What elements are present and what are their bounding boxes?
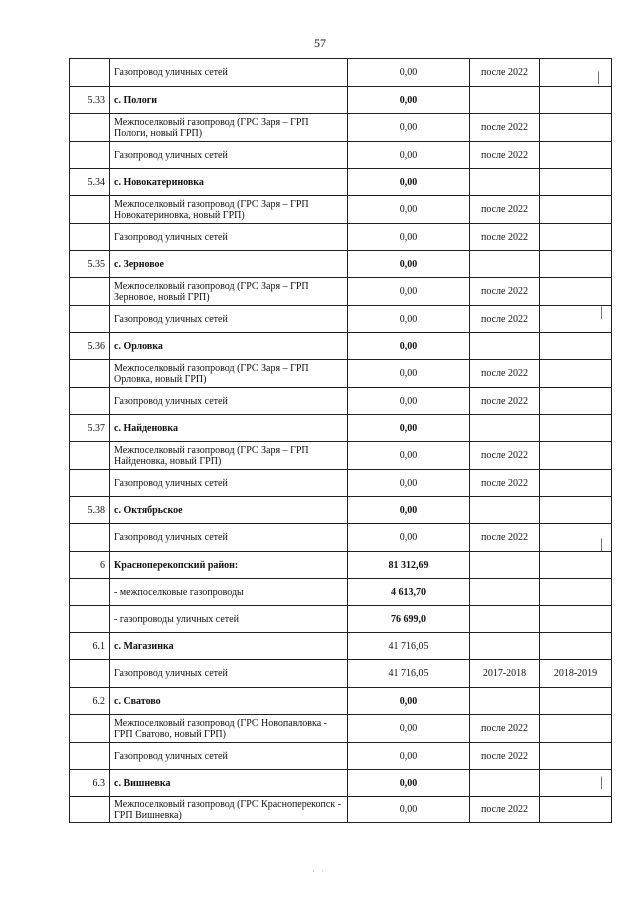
cost-cell: 0,00 <box>348 743 470 770</box>
start-date-cell <box>470 251 540 278</box>
row-number-cell <box>70 660 110 688</box>
table-row <box>70 360 612 388</box>
section-row <box>70 87 612 114</box>
section-row <box>70 169 612 196</box>
cost-cell: 0,00 <box>348 470 470 497</box>
cost-cell: 0,00 <box>348 360 470 388</box>
table-row <box>70 470 612 497</box>
table-row <box>70 524 612 552</box>
name-cell: - газопроводы уличных сетей <box>110 606 348 633</box>
gas-pipeline-table <box>69 58 612 823</box>
cost-cell: 41 716,05 <box>348 660 470 688</box>
start-date-cell: после 2022 <box>470 278 540 306</box>
cost-cell: 4 613,70 <box>348 579 470 606</box>
row-number-cell <box>70 470 110 497</box>
start-date-cell: после 2022 <box>470 715 540 743</box>
cost-cell: 76 699,0 <box>348 606 470 633</box>
table-row <box>70 579 612 606</box>
start-date-cell: после 2022 <box>470 743 540 770</box>
table-row <box>70 59 612 87</box>
row-number-cell <box>70 360 110 388</box>
row-number-cell <box>70 114 110 142</box>
row-number-cell: 6.3 <box>70 770 110 797</box>
name-cell: Газопровод уличных сетей <box>110 224 348 251</box>
name-cell: Межпоселковый газопровод (ГРС Заря – ГРП Новокатериновка, новый ГРП) <box>110 196 348 224</box>
row-number-cell <box>70 142 110 169</box>
end-date-cell <box>540 743 612 770</box>
margin-tick-mark: | <box>600 537 603 552</box>
start-date-cell <box>470 497 540 524</box>
name-cell: Газопровод уличных сетей <box>110 59 348 87</box>
row-number-cell <box>70 306 110 333</box>
start-date-cell <box>470 770 540 797</box>
end-date-cell <box>540 470 612 497</box>
row-number-cell <box>70 224 110 251</box>
row-number-cell: 5.34 <box>70 169 110 196</box>
section-row <box>70 688 612 715</box>
end-date-cell <box>540 388 612 415</box>
name-cell: с. Октябрьское <box>110 497 348 524</box>
row-number-cell <box>70 524 110 552</box>
cost-cell: 41 716,05 <box>348 633 470 660</box>
end-date-cell <box>540 715 612 743</box>
cost-cell: 0,00 <box>348 251 470 278</box>
end-date-cell <box>540 114 612 142</box>
end-date-cell <box>540 278 612 306</box>
name-cell: Газопровод уличных сетей <box>110 142 348 169</box>
start-date-cell: после 2022 <box>470 306 540 333</box>
name-cell: Межпоселковый газопровод (ГРС Красноперекопск - ГРП Вишневка) <box>110 797 348 823</box>
table-row <box>70 114 612 142</box>
table-row <box>70 743 612 770</box>
margin-tick-mark: | <box>600 775 603 790</box>
name-cell: с. Зерновое <box>110 251 348 278</box>
cost-cell: 0,00 <box>348 770 470 797</box>
row-number-cell: 5.37 <box>70 415 110 442</box>
name-cell: Газопровод уличных сетей <box>110 743 348 770</box>
end-date-cell <box>540 169 612 196</box>
name-cell: Газопровод уличных сетей <box>110 660 348 688</box>
row-number-cell <box>70 278 110 306</box>
row-number-cell: 5.35 <box>70 251 110 278</box>
section-row <box>70 333 612 360</box>
end-date-cell <box>540 633 612 660</box>
table-row <box>70 142 612 169</box>
end-date-cell: 2018-2019 <box>540 660 612 688</box>
start-date-cell: после 2022 <box>470 196 540 224</box>
name-cell: Газопровод уличных сетей <box>110 524 348 552</box>
end-date-cell <box>540 579 612 606</box>
margin-tick-mark: | <box>600 305 603 320</box>
name-cell: с. Вишневка <box>110 770 348 797</box>
cost-cell: 0,00 <box>348 388 470 415</box>
cost-cell: 0,00 <box>348 524 470 552</box>
start-date-cell: после 2022 <box>470 360 540 388</box>
row-number-cell: 5.33 <box>70 87 110 114</box>
cost-cell: 0,00 <box>348 169 470 196</box>
cost-cell: 0,00 <box>348 59 470 87</box>
start-date-cell: после 2022 <box>470 59 540 87</box>
start-date-cell: после 2022 <box>470 524 540 552</box>
scan-dots: · · <box>312 866 327 876</box>
start-date-cell: 2017-2018 <box>470 660 540 688</box>
table-row <box>70 196 612 224</box>
start-date-cell <box>470 606 540 633</box>
end-date-cell <box>540 415 612 442</box>
name-cell: Межпоселковый газопровод (ГРС Заря – ГРП Пологи, новый ГРП) <box>110 114 348 142</box>
section-row <box>70 552 612 579</box>
row-number-cell <box>70 442 110 470</box>
cost-cell: 0,00 <box>348 688 470 715</box>
start-date-cell <box>470 633 540 660</box>
section-row <box>70 415 612 442</box>
name-cell: с. Новокатериновка <box>110 169 348 196</box>
row-number-cell: 6.1 <box>70 633 110 660</box>
name-cell: Межпоселковый газопровод (ГРС Заря – ГРП Орловка, новый ГРП) <box>110 360 348 388</box>
table-row <box>70 606 612 633</box>
name-cell: с. Магазинка <box>110 633 348 660</box>
start-date-cell <box>470 579 540 606</box>
section-row <box>70 633 612 660</box>
row-number-cell: 6.2 <box>70 688 110 715</box>
row-number-cell <box>70 196 110 224</box>
start-date-cell: после 2022 <box>470 797 540 823</box>
name-cell: Газопровод уличных сетей <box>110 388 348 415</box>
row-number-cell <box>70 715 110 743</box>
section-row <box>70 497 612 524</box>
start-date-cell: после 2022 <box>470 224 540 251</box>
margin-tick-mark: | <box>597 70 600 85</box>
start-date-cell: после 2022 <box>470 114 540 142</box>
start-date-cell <box>470 333 540 360</box>
name-cell: с. Сватово <box>110 688 348 715</box>
cost-cell: 0,00 <box>348 497 470 524</box>
table-row <box>70 224 612 251</box>
name-cell: с. Орловка <box>110 333 348 360</box>
name-cell: Красноперекопский район: <box>110 552 348 579</box>
name-cell: Газопровод уличных сетей <box>110 470 348 497</box>
end-date-cell <box>540 333 612 360</box>
end-date-cell <box>540 606 612 633</box>
row-number-cell <box>70 388 110 415</box>
end-date-cell <box>540 251 612 278</box>
cost-cell: 0,00 <box>348 87 470 114</box>
table-row <box>70 278 612 306</box>
cost-cell: 0,00 <box>348 114 470 142</box>
cost-cell: 0,00 <box>348 715 470 743</box>
table-row <box>70 715 612 743</box>
row-number-cell <box>70 59 110 87</box>
cost-cell: 0,00 <box>348 442 470 470</box>
row-number-cell: 5.38 <box>70 497 110 524</box>
end-date-cell <box>540 442 612 470</box>
start-date-cell: после 2022 <box>470 142 540 169</box>
end-date-cell <box>540 688 612 715</box>
table-row <box>70 442 612 470</box>
table-row <box>70 797 612 823</box>
start-date-cell: после 2022 <box>470 388 540 415</box>
row-number-cell <box>70 606 110 633</box>
row-number-cell <box>70 579 110 606</box>
start-date-cell <box>470 415 540 442</box>
cost-cell: 0,00 <box>348 306 470 333</box>
cost-cell: 0,00 <box>348 333 470 360</box>
table-row <box>70 306 612 333</box>
table-row <box>70 660 612 688</box>
start-date-cell <box>470 169 540 196</box>
cost-cell: 0,00 <box>348 142 470 169</box>
section-row <box>70 770 612 797</box>
name-cell: с. Пологи <box>110 87 348 114</box>
end-date-cell <box>540 87 612 114</box>
cost-cell: 0,00 <box>348 797 470 823</box>
row-number-cell <box>70 743 110 770</box>
end-date-cell <box>540 142 612 169</box>
cost-cell: 0,00 <box>348 224 470 251</box>
end-date-cell <box>540 196 612 224</box>
start-date-cell: после 2022 <box>470 442 540 470</box>
cost-cell: 0,00 <box>348 196 470 224</box>
name-cell: Газопровод уличных сетей <box>110 306 348 333</box>
cost-cell: 0,00 <box>348 415 470 442</box>
row-number-cell: 6 <box>70 552 110 579</box>
end-date-cell <box>540 497 612 524</box>
page-number: 57 <box>314 36 326 50</box>
start-date-cell: после 2022 <box>470 470 540 497</box>
cost-cell: 0,00 <box>348 278 470 306</box>
name-cell: Межпоселковый газопровод (ГРС Заря – ГРП Найденовка, новый ГРП) <box>110 442 348 470</box>
end-date-cell <box>540 59 612 87</box>
cost-cell: 81 312,69 <box>348 552 470 579</box>
start-date-cell <box>470 688 540 715</box>
row-number-cell <box>70 797 110 823</box>
end-date-cell <box>540 360 612 388</box>
start-date-cell <box>470 552 540 579</box>
section-row <box>70 251 612 278</box>
row-number-cell: 5.36 <box>70 333 110 360</box>
end-date-cell <box>540 797 612 823</box>
name-cell: с. Найденовка <box>110 415 348 442</box>
end-date-cell <box>540 224 612 251</box>
name-cell: - межпоселковые газопроводы <box>110 579 348 606</box>
name-cell: Межпоселковый газопровод (ГРС Новопавловка - ГРП Сватово, новый ГРП) <box>110 715 348 743</box>
name-cell: Межпоселковый газопровод (ГРС Заря – ГРП Зерновое, новый ГРП) <box>110 278 348 306</box>
table-row <box>70 388 612 415</box>
end-date-cell <box>540 552 612 579</box>
start-date-cell <box>470 87 540 114</box>
